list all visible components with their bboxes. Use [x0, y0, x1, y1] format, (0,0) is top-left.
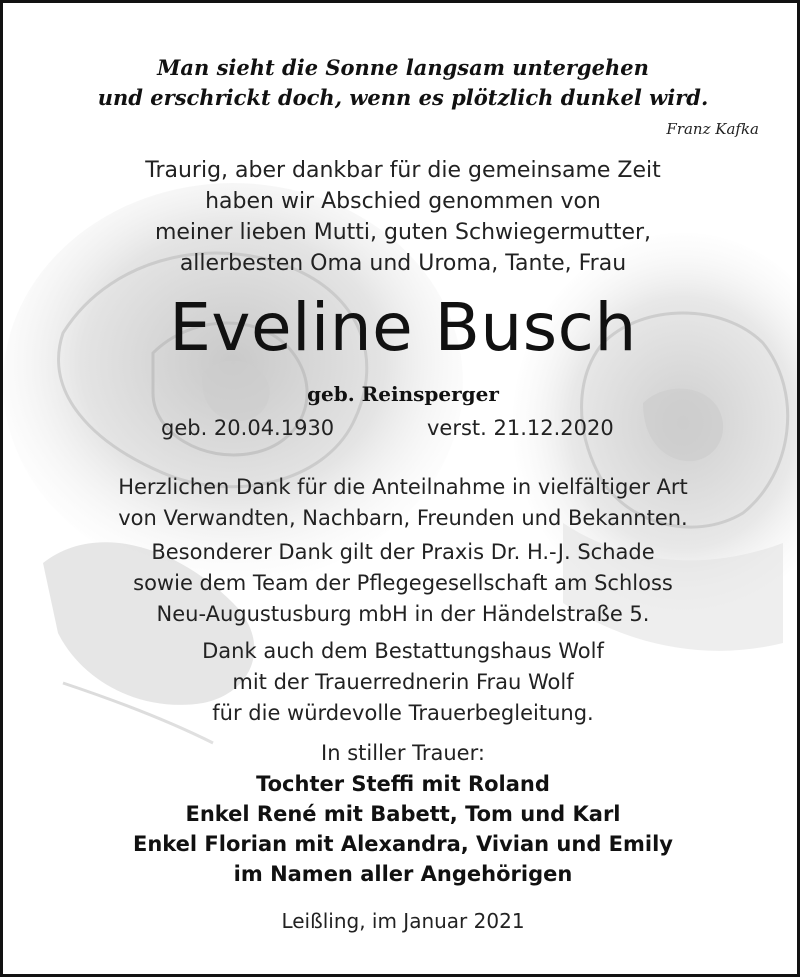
- intro-line: meiner lieben Mutti, guten Schwiegermutter,: [154, 220, 652, 245]
- mourner-line: Tochter Steffi mit Roland: [256, 772, 550, 796]
- thanks-line: mit der Trauerrednerin Frau Wolf: [232, 670, 574, 694]
- intro-line: Traurig, aber dankbar für die gemeinsame Zeit: [145, 158, 661, 183]
- birth-date: geb. 20.04.1930: [161, 416, 335, 440]
- quote-line: Man sieht die Sonne langsam untergehen: [157, 55, 649, 80]
- mourners-heading: In stiller Trauer:: [321, 741, 485, 765]
- death-date: verst. 21.12.2020: [427, 416, 614, 440]
- notice-text: [3, 3, 800, 977]
- maiden-name: geb. Reinsperger: [307, 382, 499, 406]
- thanks-line: Herzlichen Dank für die Anteilnahme in vielfältiger Art: [118, 475, 688, 499]
- thanks-line: Neu-Augustusburg mbH in der Händelstraße 5.: [156, 602, 650, 626]
- place-date: Leißling, im Januar 2021: [281, 909, 525, 933]
- thanks-line: Besonderer Dank gilt der Praxis Dr. H.-J. Schade: [151, 540, 655, 564]
- mourner-line: im Namen aller Angehörigen: [233, 862, 573, 886]
- thanks-line: von Verwandten, Nachbarn, Freunden und Bekannten.: [118, 506, 688, 530]
- intro-line: haben wir Abschied genommen von: [205, 189, 601, 214]
- thanks-line: sowie dem Team der Pflegegesellschaft am Schloss: [133, 571, 673, 595]
- mourner-line: Enkel Florian mit Alexandra, Vivian und Emily: [132, 832, 673, 856]
- thanks-line: Dank auch dem Bestattungshaus Wolf: [202, 639, 604, 663]
- mourner-line: Enkel René mit Babett, Tom und Karl: [185, 802, 621, 826]
- thanks-line: für die würdevolle Trauerbegleitung.: [212, 701, 594, 725]
- intro-line: allerbesten Oma und Uroma, Tante, Frau: [179, 251, 627, 276]
- quote-author: Franz Kafka: [666, 120, 759, 138]
- quote-line: und erschrickt doch, wenn es plötzlich dunkel wird.: [97, 85, 709, 110]
- deceased-name: Eveline Busch: [169, 289, 637, 366]
